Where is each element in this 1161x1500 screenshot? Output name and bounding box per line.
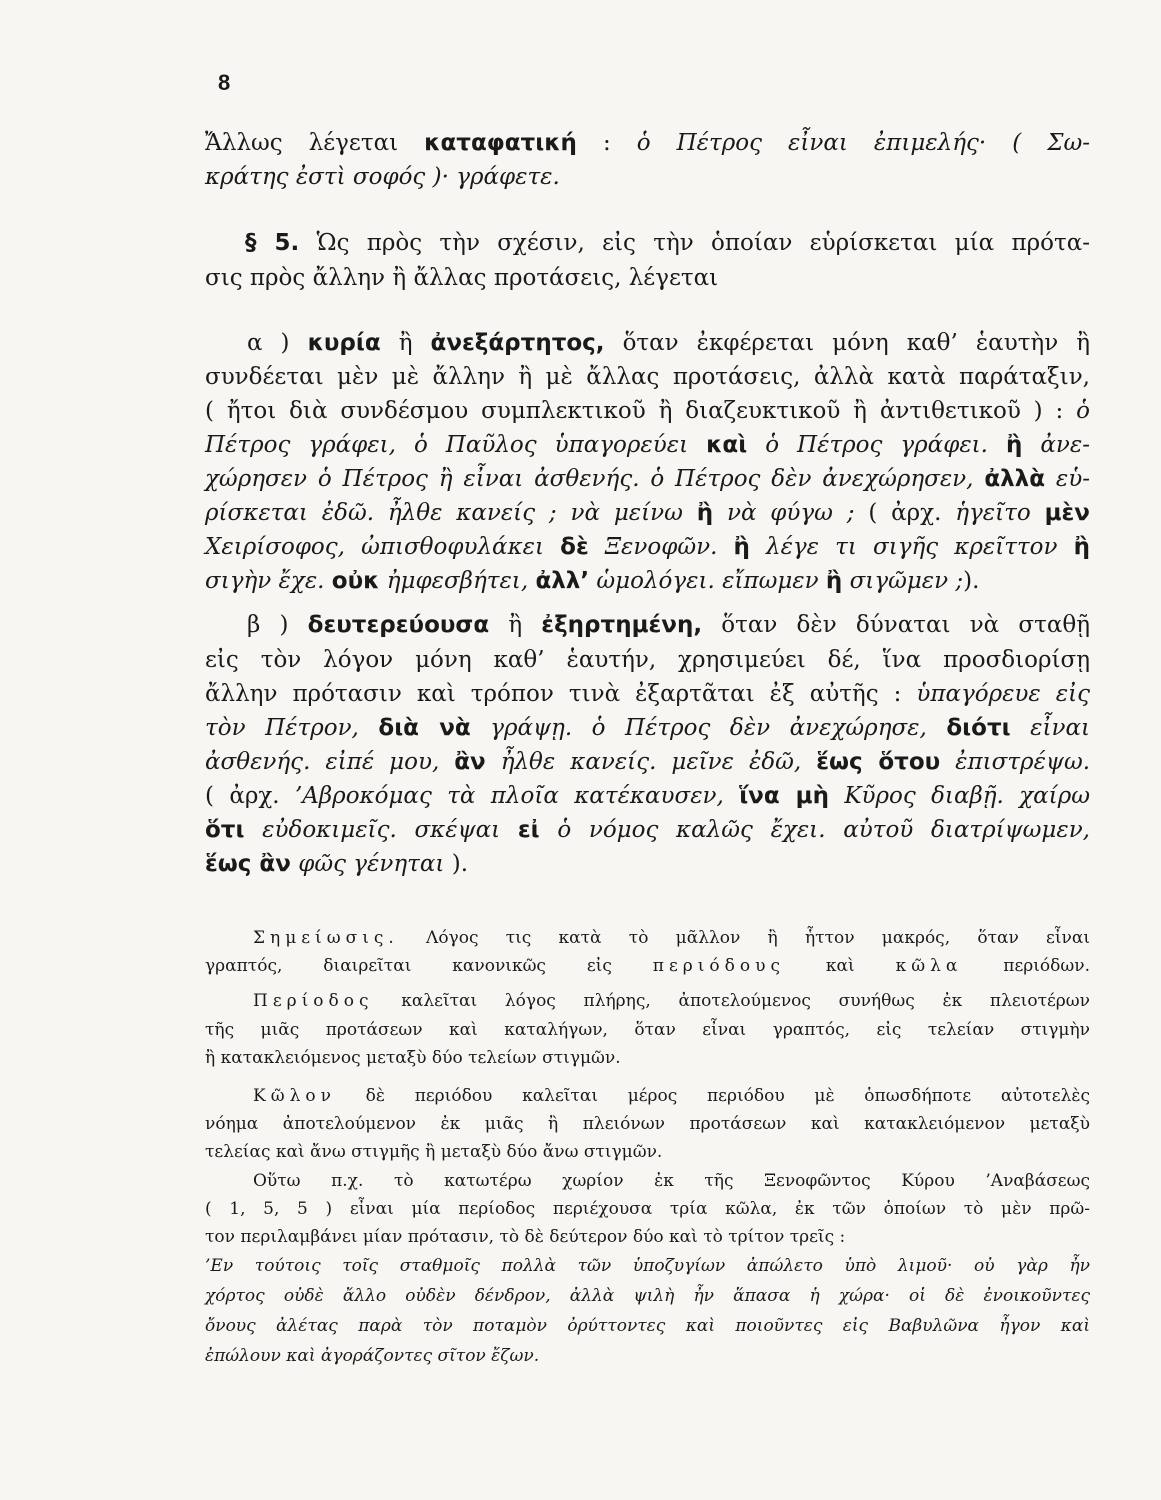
- text-run: διότι: [946, 715, 1011, 741]
- quote-line-1: [205, 1255, 1090, 1277]
- text-run: δὲ: [560, 534, 589, 560]
- text-run: ἄλλην πρότασιν καὶ τρόπον τινὰ ἐξαρτᾶται ἐξ αὐτῆς :: [205, 681, 917, 707]
- text-run: ἡγεῖτο: [955, 500, 1045, 526]
- text-run: Ξενοφῶν.: [588, 534, 734, 560]
- text-run: ἀνεξάρτητος,: [430, 330, 605, 356]
- text-run: εἶναι: [1010, 715, 1091, 741]
- text-run: Κῶλον: [253, 1086, 336, 1106]
- quote-line-4: [205, 1345, 1090, 1367]
- text-run: εὑ-: [1045, 466, 1090, 492]
- text-run: ἢ: [733, 534, 750, 560]
- para-a-line-5: [205, 464, 1090, 494]
- para-b-line-1: [247, 610, 1090, 640]
- text-run: ρίσκεται ἐδῶ. ἦλθε κανείς ; νὰ μείνω: [205, 500, 697, 526]
- text-run: σις πρὸς ἄλλην ἢ ἄλλας προτάσεις, λέγεται: [205, 265, 719, 291]
- para-b-line-2: [205, 645, 1090, 675]
- text-run: ἦλθε κανείς. μεῖνε ἐδῶ,: [485, 749, 817, 775]
- text-run: ὅταν ἐκφέρεται μόνη καθ’ ἑαυτὴν ἢ: [604, 330, 1090, 356]
- text-run: ( ἀρχ.: [854, 500, 956, 526]
- intro-line-2: [205, 162, 1090, 192]
- para-a-line-8: [205, 566, 1090, 596]
- text-run: γράψῃ. ὁ Πέτρος δὲν ἀνεχώρησε,: [470, 715, 947, 741]
- text-run: ).: [451, 851, 469, 877]
- note-line-3: [253, 990, 1090, 1012]
- text-run: σιγῶμεν ;: [842, 568, 964, 594]
- text-run: εἰ: [517, 817, 540, 843]
- text-run: ὑπαγόρευε εἰς: [916, 681, 1090, 707]
- text-run: ὁ νόμος καλῶς ἔχει. αὐτοῦ διατρίψωμεν,: [539, 817, 1090, 843]
- para-b-line-7: [205, 815, 1090, 845]
- text-run: περιόδους: [652, 956, 785, 976]
- text-run: Ὡς πρὸς τὴν σχέσιν, εἰς τὴν ὁποίαν εὑρίσκεται μία πρότα-: [299, 230, 1090, 256]
- text-run: :: [576, 130, 637, 156]
- text-run: ὁ Πέτρος εἶναι ἐπιμελής· ( Σω-: [636, 130, 1090, 156]
- text-run: ἐπώλουν καὶ ἀγοράζοντες σῖτον ἔζων.: [205, 1346, 540, 1366]
- text-run: ὅτι: [205, 817, 245, 843]
- text-run: ἢ: [1073, 534, 1090, 560]
- text-run: ἂν: [454, 749, 486, 775]
- text-run: ἢ: [489, 612, 542, 638]
- text-run: ἠμφεσβήτει,: [379, 568, 536, 594]
- para-a-line-1: [247, 328, 1090, 358]
- text-run: ὁ: [1076, 398, 1090, 424]
- text-run: καλεῖται λόγος πλήρης, ἀποτελούμενος συνήθως ἐκ πλειοτέρων: [373, 991, 1090, 1011]
- quote-line-2: [205, 1285, 1090, 1307]
- para-a-line-3: [205, 396, 1090, 426]
- text-run: σιγὴν ἔχε.: [205, 568, 332, 594]
- para-b-line-4: [205, 713, 1090, 743]
- para-a-line-7: [205, 532, 1090, 562]
- text-run: δὲ περιόδου καλεῖται μέρος περιόδου μὲ ὁπωσδήποτε αὐτοτελὲς: [335, 1086, 1090, 1106]
- text-run: Οὕτω π.χ. τὸ κατωτέρω χωρίον ἐκ τῆς Ξενοφῶντος Κύρου ’Αναβάσεως: [253, 1171, 1090, 1191]
- text-run: ἢ κατακλειόμενος μεταξὺ δύο τελείων στιγμῶν.: [205, 1048, 621, 1068]
- note-line-5: [205, 1047, 1090, 1069]
- text-run: α ): [247, 330, 308, 356]
- text-run: ἀσθενής. εἰπέ μου,: [205, 749, 455, 775]
- note-line-8: [205, 1141, 1090, 1163]
- text-run: ἢ: [696, 500, 714, 526]
- para-b-line-6: [205, 781, 1090, 811]
- text-run: δευτερεύουσα: [307, 612, 490, 638]
- text-run: Κῦρος διαβῇ. χαίρω: [828, 783, 1090, 809]
- text-run: ἀνε-: [1022, 432, 1090, 458]
- text-run: Πέτρος γράφει, ὁ Παῦλος ὑπαγορεύει: [205, 432, 707, 458]
- text-run: κράτης ἐστὶ σοφός )· γράφετε.: [205, 164, 560, 190]
- text-run: τελείας καὶ ἄνω στιγμῆς ἢ μεταξὺ δύο ἄνω στιγμῶν.: [205, 1142, 663, 1162]
- text-run: ἕως ὅτου: [816, 749, 941, 775]
- text-run: ( ἤτοι διὰ συνδέσμου συμπλεκτικοῦ ἢ διαζευκτικοῦ ἢ ἀντιθετικοῦ ) :: [205, 398, 1077, 424]
- quote-line-3: [205, 1315, 1090, 1337]
- note-line-1: [253, 927, 1090, 949]
- text-run: τον περιλαμβάνει μίαν πρότασιν, τὸ δὲ δεύτερον δύο καὶ τὸ τρίτον τρεῖς :: [205, 1227, 846, 1247]
- note-line-6: [253, 1085, 1090, 1107]
- text-run: ( 1, 5, 5 ) εἶναι μία περίοδος περιέχουσα τρία κῶλα, ἐκ τῶν ὁποίων τὸ μὲν πρῶ-: [205, 1199, 1090, 1219]
- text-run: καὶ: [785, 956, 896, 976]
- text-run: νόημα ἀποτελούμενον ἐκ μιᾶς ἢ πλειόνων προτάσεων καὶ κατακλειόμενον μεταξὺ: [205, 1114, 1090, 1134]
- text-run: φῶς γένηται: [290, 851, 452, 877]
- note-line-10: [205, 1198, 1090, 1220]
- text-run: νὰ φύγω ;: [713, 500, 855, 526]
- text-run: ὡμολόγει. εἴπωμεν: [589, 568, 826, 594]
- text-run: Χειρίσοφος, ὠπισθοφυλάκει: [205, 534, 561, 560]
- text-run: κυρία: [307, 330, 381, 356]
- text-run: ἀλλ’: [535, 568, 590, 594]
- para-b-line-3: [205, 679, 1090, 709]
- section-5-heading-line: [245, 228, 1090, 258]
- text-run: ’Αβροκόμας τὰ πλοῖα κατέκαυσεν,: [294, 783, 740, 809]
- text-run: εἰς τὸν λόγον μόνη καθ’ ἑαυτήν, χρησιμεύει δέ, ἵνα προσδιορίσῃ: [205, 647, 1090, 673]
- text-run: ἢ: [1005, 432, 1023, 458]
- note-line-7: [205, 1113, 1090, 1135]
- text-run: κῶλα: [895, 956, 963, 976]
- text-run: μὲν: [1044, 500, 1090, 526]
- note-line-2: [205, 955, 1090, 977]
- text-run: τῆς μιᾶς προτάσεων καὶ καταλήγων, ὅταν εἶναι γραπτός, εἰς τελείαν στιγμὴν: [205, 1020, 1090, 1040]
- text-run: Ἄλλως λέγεται: [205, 130, 425, 156]
- text-run: Σημείωσις.: [253, 928, 399, 948]
- text-run: ὅταν δὲν δύναται νὰ σταθῇ: [702, 612, 1090, 638]
- text-run: Λόγος τις κατὰ τὸ μᾶλλον ἢ ἧττον μακρός, ὅταν εἶναι: [398, 928, 1090, 948]
- para-b-line-8: [205, 849, 1090, 879]
- text-run: λέγε τι σιγῆς κρεῖττον: [749, 534, 1074, 560]
- text-run: ἐξηρτημένη,: [541, 612, 703, 638]
- note-line-9: [253, 1170, 1090, 1192]
- text-run: ( ἀρχ.: [205, 783, 295, 809]
- note-line-4: [205, 1019, 1090, 1041]
- text-run: β ): [247, 612, 308, 638]
- text-run: γραπτός, διαιρεῖται κανονικῶς εἰς: [205, 956, 653, 976]
- page-number: 8: [218, 70, 231, 95]
- text-run: εὐδοκιμεῖς. σκέψαι: [244, 817, 518, 843]
- para-b-line-5: [205, 747, 1090, 777]
- intro-line-1: [205, 128, 1090, 158]
- text-run: ἵνα μὴ: [739, 783, 829, 809]
- para-a-line-4: [205, 430, 1090, 460]
- text-run: ἕως ἂν: [205, 851, 291, 877]
- text-run: περιόδων.: [962, 956, 1090, 976]
- text-run: τὸν Πέτρον,: [205, 715, 379, 741]
- text-run: Περίοδος: [253, 991, 374, 1011]
- text-run: διὰ νὰ: [378, 715, 471, 741]
- text-run: ἀλλὰ: [984, 466, 1046, 492]
- note-line-11: [205, 1226, 1090, 1248]
- text-run: χόρτος οὐδὲ ἄλλο οὐδὲν δένδρον, ἀλλὰ ψιλὴ ἦν ἅπασα ἡ χώρα· οἱ δὲ ἐνοικοῦντες: [205, 1286, 1090, 1306]
- para-a-line-2: [205, 362, 1090, 392]
- text-run: συνδέεται μὲν μὲ ἄλλην ἢ μὲ ἄλλας προτάσεις, ἀλλὰ κατὰ παράταξιν,: [205, 364, 1090, 390]
- section-5-line-2: [205, 263, 1090, 293]
- text-run: ὄνους ἀλέτας παρὰ τὸν ποταμὸν ὀρύττοντες καὶ ποιοῦντες εἰς Βαβυλῶνα ἦγον καὶ: [205, 1316, 1090, 1336]
- text-run: ἐπιστρέψω.: [940, 749, 1091, 775]
- text-run: ).: [963, 568, 980, 594]
- text-run: καὶ: [706, 432, 748, 458]
- text-run: ὁ Πέτρος γράφει.: [747, 432, 1006, 458]
- text-run: ἢ: [825, 568, 843, 594]
- text-run: χώρησεν ὁ Πέτρος ἢ εἶναι ἀσθενής. ὁ Πέτρος δὲν ἀνεχώρησεν,: [205, 466, 985, 492]
- text-run: οὐκ: [331, 568, 380, 594]
- text-run: ἢ: [380, 330, 431, 356]
- text-run: καταφατική: [424, 130, 577, 156]
- text-run: ’Εν τούτοις τοῖς σταθμοῖς πολλὰ τῶν ὑποζυγίων ἀπώλετο ὑπὸ λιμοῦ· οὐ γὰρ ἦν: [205, 1256, 1090, 1276]
- para-a-line-6: [205, 498, 1090, 528]
- text-run: § 5.: [245, 230, 300, 256]
